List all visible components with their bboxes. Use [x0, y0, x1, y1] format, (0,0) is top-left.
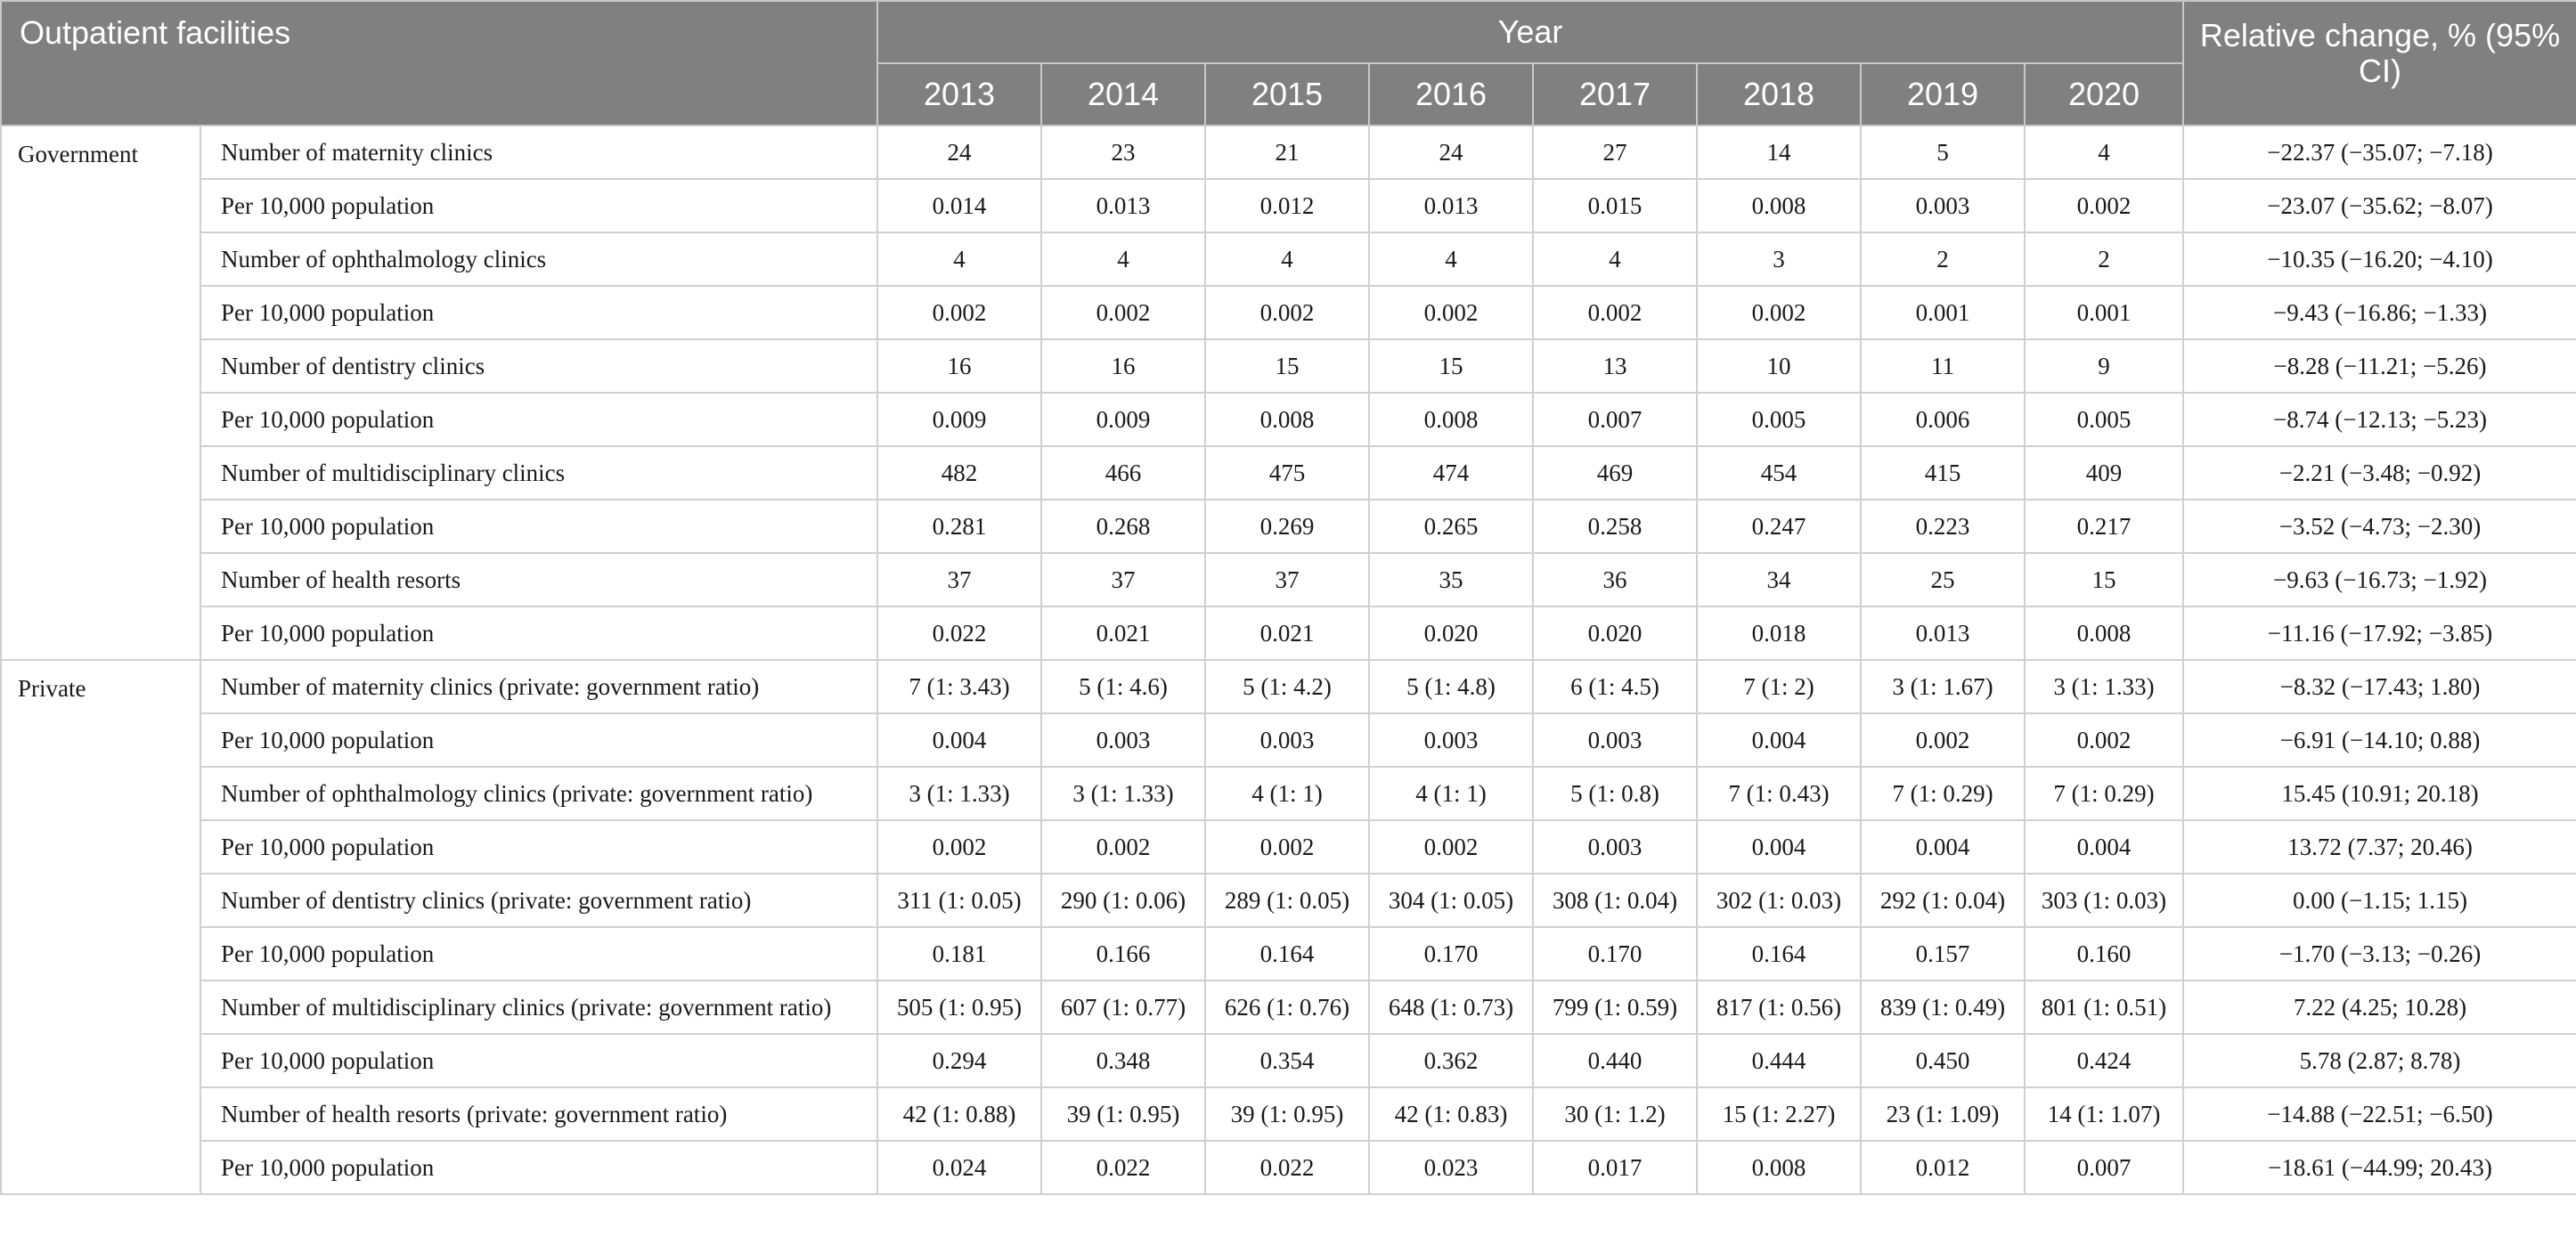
header-year-group: Year	[877, 1, 2183, 63]
value-cell-2018: 302 (1: 0.03)	[1697, 874, 1861, 927]
row-label: Per 10,000 population	[200, 179, 877, 232]
row-label: Per 10,000 population	[200, 713, 877, 767]
value-cell-2020: 0.217	[2025, 500, 2183, 553]
value-cell-2018: 0.004	[1697, 820, 1861, 874]
value-cell-2017: 0.258	[1533, 500, 1697, 553]
value-cell-2019: 3 (1: 1.67)	[1861, 660, 2025, 713]
value-cell-2017: 308 (1: 0.04)	[1533, 874, 1697, 927]
row-label: Number of multidisciplinary clinics (private: government ratio)	[200, 981, 877, 1034]
row-label: Number of health resorts (private: government ratio)	[200, 1087, 877, 1141]
value-cell-2014: 466	[1041, 446, 1205, 500]
value-cell-2013: 311 (1: 0.05)	[877, 874, 1041, 927]
row-label: Per 10,000 population	[200, 1034, 877, 1087]
relative-change-cell: −11.16 (−17.92; −3.85)	[2183, 606, 2576, 660]
value-cell-2019: 0.001	[1861, 286, 2025, 339]
value-cell-2020: 0.007	[2025, 1141, 2183, 1194]
value-cell-2019: 0.004	[1861, 820, 2025, 874]
value-cell-2019: 11	[1861, 339, 2025, 393]
value-cell-2018: 454	[1697, 446, 1861, 500]
value-cell-2013: 0.014	[877, 179, 1041, 232]
table-row	[1, 713, 2576, 767]
value-cell-2013: 16	[877, 339, 1041, 393]
value-cell-2016: 4 (1: 1)	[1369, 767, 1533, 820]
value-cell-2019: 0.157	[1861, 927, 2025, 981]
value-cell-2020: 409	[2025, 446, 2183, 500]
value-cell-2013: 24	[877, 126, 1041, 179]
table-row	[1, 286, 2576, 339]
value-cell-2015: 0.002	[1205, 286, 1369, 339]
value-cell-2019: 5	[1861, 126, 2025, 179]
value-cell-2013: 0.281	[877, 500, 1041, 553]
value-cell-2020: 0.002	[2025, 713, 2183, 767]
value-cell-2020: 7 (1: 0.29)	[2025, 767, 2183, 820]
value-cell-2017: 0.003	[1533, 713, 1697, 767]
relative-change-cell: 7.22 (4.25; 10.28)	[2183, 981, 2576, 1034]
header-year-2014: 2014	[1041, 63, 1205, 126]
value-cell-2020: 9	[2025, 339, 2183, 393]
value-cell-2016: 35	[1369, 553, 1533, 606]
value-cell-2015: 0.012	[1205, 179, 1369, 232]
table-row	[1, 500, 2576, 553]
value-cell-2019: 839 (1: 0.49)	[1861, 981, 2025, 1034]
value-cell-2015: 0.003	[1205, 713, 1369, 767]
relative-change-cell: −6.91 (−14.10; 0.88)	[2183, 713, 2576, 767]
value-cell-2017: 5 (1: 0.8)	[1533, 767, 1697, 820]
value-cell-2014: 0.166	[1041, 927, 1205, 981]
row-label: Number of dentistry clinics (private: government ratio)	[200, 874, 877, 927]
value-cell-2019: 7 (1: 0.29)	[1861, 767, 2025, 820]
value-cell-2013: 0.024	[877, 1141, 1041, 1194]
value-cell-2020: 801 (1: 0.51)	[2025, 981, 2183, 1034]
header-year-2019: 2019	[1861, 63, 2025, 126]
value-cell-2018: 0.008	[1697, 179, 1861, 232]
value-cell-2014: 0.002	[1041, 286, 1205, 339]
header-outpatient-facilities: Outpatient facilities	[1, 1, 877, 126]
relative-change-cell: −9.43 (−16.86; −1.33)	[2183, 286, 2576, 339]
table-row	[1, 179, 2576, 232]
value-cell-2020: 15	[2025, 553, 2183, 606]
value-cell-2019: 0.006	[1861, 393, 2025, 446]
header-year-2013: 2013	[877, 63, 1041, 126]
value-cell-2014: 0.348	[1041, 1034, 1205, 1087]
value-cell-2018: 0.005	[1697, 393, 1861, 446]
value-cell-2019: 23 (1: 1.09)	[1861, 1087, 2025, 1141]
value-cell-2013: 4	[877, 232, 1041, 286]
value-cell-2013: 482	[877, 446, 1041, 500]
value-cell-2020: 0.005	[2025, 393, 2183, 446]
value-cell-2015: 0.021	[1205, 606, 1369, 660]
value-cell-2016: 0.013	[1369, 179, 1533, 232]
value-cell-2018: 0.018	[1697, 606, 1861, 660]
header-year-2020: 2020	[2025, 63, 2183, 126]
value-cell-2013: 0.022	[877, 606, 1041, 660]
value-cell-2019: 0.223	[1861, 500, 2025, 553]
relative-change-cell: −8.28 (−11.21; −5.26)	[2183, 339, 2576, 393]
value-cell-2018: 7 (1: 0.43)	[1697, 767, 1861, 820]
value-cell-2013: 3 (1: 1.33)	[877, 767, 1041, 820]
table-row	[1, 927, 2576, 981]
value-cell-2013: 0.009	[877, 393, 1041, 446]
value-cell-2017: 30 (1: 1.2)	[1533, 1087, 1697, 1141]
value-cell-2016: 5 (1: 4.8)	[1369, 660, 1533, 713]
value-cell-2018: 3	[1697, 232, 1861, 286]
value-cell-2015: 0.022	[1205, 1141, 1369, 1194]
relative-change-cell: −8.32 (−17.43; 1.80)	[2183, 660, 2576, 713]
value-cell-2016: 304 (1: 0.05)	[1369, 874, 1533, 927]
value-cell-2017: 0.007	[1533, 393, 1697, 446]
table-row	[1, 981, 2576, 1034]
value-cell-2014: 0.003	[1041, 713, 1205, 767]
row-label: Number of maternity clinics (private: government ratio)	[200, 660, 877, 713]
value-cell-2014: 290 (1: 0.06)	[1041, 874, 1205, 927]
value-cell-2020: 14 (1: 1.07)	[2025, 1087, 2183, 1141]
table-row	[1, 393, 2576, 446]
relative-change-cell: −2.21 (−3.48; −0.92)	[2183, 446, 2576, 500]
row-label: Number of maternity clinics	[200, 126, 877, 179]
value-cell-2016: 0.020	[1369, 606, 1533, 660]
value-cell-2018: 14	[1697, 126, 1861, 179]
value-cell-2020: 303 (1: 0.03)	[2025, 874, 2183, 927]
table-row	[1, 232, 2576, 286]
value-cell-2017: 0.002	[1533, 286, 1697, 339]
row-label: Number of ophthalmology clinics (private: government ratio)	[200, 767, 877, 820]
value-cell-2017: 27	[1533, 126, 1697, 179]
value-cell-2015: 15	[1205, 339, 1369, 393]
value-cell-2014: 0.002	[1041, 820, 1205, 874]
value-cell-2019: 0.012	[1861, 1141, 2025, 1194]
value-cell-2020: 3 (1: 1.33)	[2025, 660, 2183, 713]
value-cell-2019: 25	[1861, 553, 2025, 606]
relative-change-cell: −8.74 (−12.13; −5.23)	[2183, 393, 2576, 446]
value-cell-2014: 607 (1: 0.77)	[1041, 981, 1205, 1034]
value-cell-2019: 0.013	[1861, 606, 2025, 660]
row-label: Per 10,000 population	[200, 1141, 877, 1194]
group-label-private: Private	[1, 660, 200, 1194]
value-cell-2016: 0.002	[1369, 820, 1533, 874]
value-cell-2014: 23	[1041, 126, 1205, 179]
relative-change-cell: −18.61 (−44.99; 20.43)	[2183, 1141, 2576, 1194]
relative-change-cell: −10.35 (−16.20; −4.10)	[2183, 232, 2576, 286]
value-cell-2019: 0.003	[1861, 179, 2025, 232]
value-cell-2014: 0.013	[1041, 179, 1205, 232]
header-year-2016: 2016	[1369, 63, 1533, 126]
value-cell-2014: 0.268	[1041, 500, 1205, 553]
relative-change-cell: 13.72 (7.37; 20.46)	[2183, 820, 2576, 874]
value-cell-2017: 0.015	[1533, 179, 1697, 232]
value-cell-2018: 0.247	[1697, 500, 1861, 553]
row-label: Number of multidisciplinary clinics	[200, 446, 877, 500]
value-cell-2018: 10	[1697, 339, 1861, 393]
relative-change-cell: −22.37 (−35.07; −7.18)	[2183, 126, 2576, 179]
value-cell-2017: 469	[1533, 446, 1697, 500]
value-cell-2020: 2	[2025, 232, 2183, 286]
value-cell-2017: 6 (1: 4.5)	[1533, 660, 1697, 713]
value-cell-2013: 42 (1: 0.88)	[877, 1087, 1041, 1141]
value-cell-2017: 0.003	[1533, 820, 1697, 874]
value-cell-2013: 7 (1: 3.43)	[877, 660, 1041, 713]
table-row	[1, 1087, 2576, 1141]
row-label: Number of health resorts	[200, 553, 877, 606]
value-cell-2016: 0.023	[1369, 1141, 1533, 1194]
row-label: Per 10,000 population	[200, 820, 877, 874]
value-cell-2015: 0.008	[1205, 393, 1369, 446]
value-cell-2014: 37	[1041, 553, 1205, 606]
value-cell-2017: 0.440	[1533, 1034, 1697, 1087]
value-cell-2015: 289 (1: 0.05)	[1205, 874, 1369, 927]
value-cell-2016: 648 (1: 0.73)	[1369, 981, 1533, 1034]
value-cell-2015: 626 (1: 0.76)	[1205, 981, 1369, 1034]
group-label-government: Government	[1, 126, 200, 660]
value-cell-2019: 0.450	[1861, 1034, 2025, 1087]
value-cell-2020: 0.008	[2025, 606, 2183, 660]
value-cell-2015: 39 (1: 0.95)	[1205, 1087, 1369, 1141]
relative-change-cell: −1.70 (−3.13; −0.26)	[2183, 927, 2576, 981]
value-cell-2020: 4	[2025, 126, 2183, 179]
row-label: Per 10,000 population	[200, 500, 877, 553]
value-cell-2017: 0.017	[1533, 1141, 1697, 1194]
value-cell-2013: 0.181	[877, 927, 1041, 981]
value-cell-2014: 4	[1041, 232, 1205, 286]
value-cell-2015: 4	[1205, 232, 1369, 286]
value-cell-2014: 3 (1: 1.33)	[1041, 767, 1205, 820]
value-cell-2018: 34	[1697, 553, 1861, 606]
relative-change-cell: −3.52 (−4.73; −2.30)	[2183, 500, 2576, 553]
row-label: Number of dentistry clinics	[200, 339, 877, 393]
value-cell-2018: 0.008	[1697, 1141, 1861, 1194]
value-cell-2019: 0.002	[1861, 713, 2025, 767]
table-row	[1, 1034, 2576, 1087]
value-cell-2013: 0.002	[877, 286, 1041, 339]
value-cell-2018: 0.002	[1697, 286, 1861, 339]
table-body	[1, 126, 2576, 1194]
table-row	[1, 820, 2576, 874]
value-cell-2015: 37	[1205, 553, 1369, 606]
value-cell-2019: 2	[1861, 232, 2025, 286]
value-cell-2015: 0.354	[1205, 1034, 1369, 1087]
value-cell-2017: 4	[1533, 232, 1697, 286]
relative-change-cell: −14.88 (−22.51; −6.50)	[2183, 1087, 2576, 1141]
value-cell-2013: 0.002	[877, 820, 1041, 874]
value-cell-2016: 0.265	[1369, 500, 1533, 553]
value-cell-2018: 817 (1: 0.56)	[1697, 981, 1861, 1034]
value-cell-2013: 37	[877, 553, 1041, 606]
table-row	[1, 606, 2576, 660]
value-cell-2018: 0.004	[1697, 713, 1861, 767]
table-row	[1, 446, 2576, 500]
table-row	[1, 553, 2576, 606]
value-cell-2017: 13	[1533, 339, 1697, 393]
value-cell-2014: 39 (1: 0.95)	[1041, 1087, 1205, 1141]
table-row	[1, 126, 2576, 179]
table-row	[1, 767, 2576, 820]
value-cell-2015: 5 (1: 4.2)	[1205, 660, 1369, 713]
header-year-2015: 2015	[1205, 63, 1369, 126]
header-year-2017: 2017	[1533, 63, 1697, 126]
value-cell-2016: 4	[1369, 232, 1533, 286]
value-cell-2017: 36	[1533, 553, 1697, 606]
value-cell-2017: 0.170	[1533, 927, 1697, 981]
value-cell-2013: 0.294	[877, 1034, 1041, 1087]
row-label: Per 10,000 population	[200, 606, 877, 660]
value-cell-2014: 16	[1041, 339, 1205, 393]
table-row	[1, 339, 2576, 393]
value-cell-2018: 0.164	[1697, 927, 1861, 981]
value-cell-2016: 24	[1369, 126, 1533, 179]
relative-change-cell: 15.45 (10.91; 20.18)	[2183, 767, 2576, 820]
value-cell-2016: 0.002	[1369, 286, 1533, 339]
value-cell-2015: 0.164	[1205, 927, 1369, 981]
relative-change-cell: −23.07 (−35.62; −8.07)	[2183, 179, 2576, 232]
value-cell-2019: 415	[1861, 446, 2025, 500]
value-cell-2020: 0.002	[2025, 179, 2183, 232]
value-cell-2013: 0.004	[877, 713, 1041, 767]
row-label: Per 10,000 population	[200, 927, 877, 981]
value-cell-2018: 7 (1: 2)	[1697, 660, 1861, 713]
value-cell-2019: 292 (1: 0.04)	[1861, 874, 2025, 927]
table-row	[1, 660, 2576, 713]
value-cell-2020: 0.160	[2025, 927, 2183, 981]
value-cell-2016: 0.008	[1369, 393, 1533, 446]
relative-change-cell: 0.00 (−1.15; 1.15)	[2183, 874, 2576, 927]
value-cell-2017: 0.020	[1533, 606, 1697, 660]
value-cell-2014: 0.009	[1041, 393, 1205, 446]
row-label: Per 10,000 population	[200, 393, 877, 446]
value-cell-2018: 0.444	[1697, 1034, 1861, 1087]
value-cell-2020: 0.004	[2025, 820, 2183, 874]
header-relative-change: Relative change, % (95% CI)	[2183, 1, 2576, 126]
value-cell-2018: 15 (1: 2.27)	[1697, 1087, 1861, 1141]
table-header	[1, 1, 2576, 126]
value-cell-2016: 474	[1369, 446, 1533, 500]
table-row	[1, 1141, 2576, 1194]
value-cell-2015: 0.002	[1205, 820, 1369, 874]
value-cell-2020: 0.001	[2025, 286, 2183, 339]
row-label: Number of ophthalmology clinics	[200, 232, 877, 286]
value-cell-2014: 5 (1: 4.6)	[1041, 660, 1205, 713]
value-cell-2016: 0.362	[1369, 1034, 1533, 1087]
value-cell-2014: 0.021	[1041, 606, 1205, 660]
value-cell-2016: 0.003	[1369, 713, 1533, 767]
value-cell-2015: 475	[1205, 446, 1369, 500]
value-cell-2016: 0.170	[1369, 927, 1533, 981]
value-cell-2017: 799 (1: 0.59)	[1533, 981, 1697, 1034]
relative-change-cell: 5.78 (2.87; 8.78)	[2183, 1034, 2576, 1087]
value-cell-2020: 0.424	[2025, 1034, 2183, 1087]
value-cell-2016: 42 (1: 0.83)	[1369, 1087, 1533, 1141]
header-year-2018: 2018	[1697, 63, 1861, 126]
row-label: Per 10,000 population	[200, 286, 877, 339]
table-row	[1, 874, 2576, 927]
value-cell-2015: 21	[1205, 126, 1369, 179]
relative-change-cell: −9.63 (−16.73; −1.92)	[2183, 553, 2576, 606]
value-cell-2013: 505 (1: 0.95)	[877, 981, 1041, 1034]
value-cell-2014: 0.022	[1041, 1141, 1205, 1194]
value-cell-2015: 4 (1: 1)	[1205, 767, 1369, 820]
value-cell-2016: 15	[1369, 339, 1533, 393]
value-cell-2015: 0.269	[1205, 500, 1369, 553]
